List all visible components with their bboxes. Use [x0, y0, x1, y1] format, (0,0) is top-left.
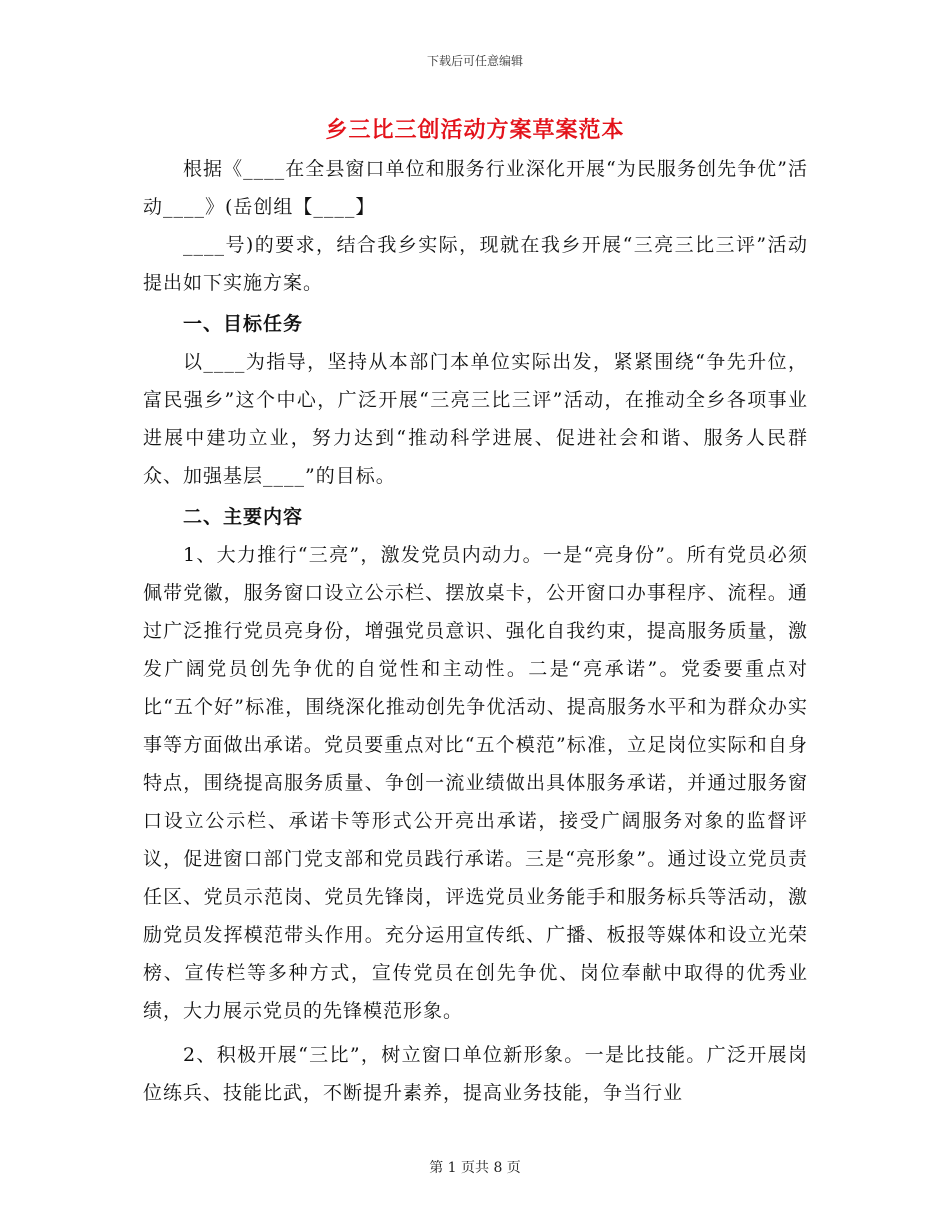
paragraph-basis: 根据《____在全县窗口单位和服务行业深化开展“为民服务创先争优”活动____》(岳创组【____】 — [143, 158, 808, 218]
page-footer: 第 1 页共 8 页 — [429, 1160, 521, 1176]
header-note: 下载后可任意编辑 — [426, 54, 523, 68]
section-heading-goals: 一、目标任务 — [183, 313, 304, 335]
document-body — [143, 150, 808, 1112]
document-title: 乡三比三创活动方案草案范本 — [325, 118, 625, 143]
paragraph-three-shows: 1、大力推行“三亮”，激发党员内动力。一是“亮身份”。所有党员必须佩带党徽，服务窗口设立公示栏、摆放桌卡，公开窗口办事程序、流程。通过广泛推行党员亮身份，增强党员意识、强化自我约束，提高服务质量，激发广阔党员创先争优的自觉性和主动性。二是“亮承诺”。党委要重点对比“五个好”标准，围绕深化推动创先争优活动、提高服务水平和为群众办实事等方面做出承诺。党员要重点对比“五个模范”标准，立足岗位实际和自身特点，围绕提高服务质量、争创一流业绩做出具体服务承诺，并通过服务窗口设立公示栏、承诺卡等形式公开亮出承诺，接受广阔服务对象的监督评议，促进窗口部门党支部和党员践行承诺。三是“亮形象”。通过设立党员责任区、党员示范岗、党员先锋岗，评选党员业务能手和服务标兵等活动，激励党员发挥模范带头作用。充分运用宣传纸、广播、板报等媒体和设立光荣榜、宣传栏等多种方式，宣传党员在创先争优、岗位奉献中取得的优秀业绩，大力展示党员的先锋模范形象。 — [143, 544, 808, 1022]
paragraph-requirement: ____号)的要求，结合我乡实际，现就在我乡开展“三亮三比三评”活动提出如下实施方案。 — [143, 234, 808, 294]
paragraph-three-compares: 2、积极开展“三比”，树立窗口单位新形象。一是比技能。广泛开展岗位练兵、技能比武，不断提升素养，提高业务技能，争当行业 — [143, 1044, 808, 1104]
paragraph-goals: 以____为指导，坚持从本部门本单位实际出发，紧紧围绕“争先升位，富民强乡”这个中心，广泛开展“三亮三比三评”活动，在推动全乡各项事业进展中建功立业，努力达到“推动科学进展、促进社会和谐、服务人民群众、加强基层____”的目标。 — [143, 351, 808, 487]
section-heading-content: 二、主要内容 — [183, 506, 304, 528]
